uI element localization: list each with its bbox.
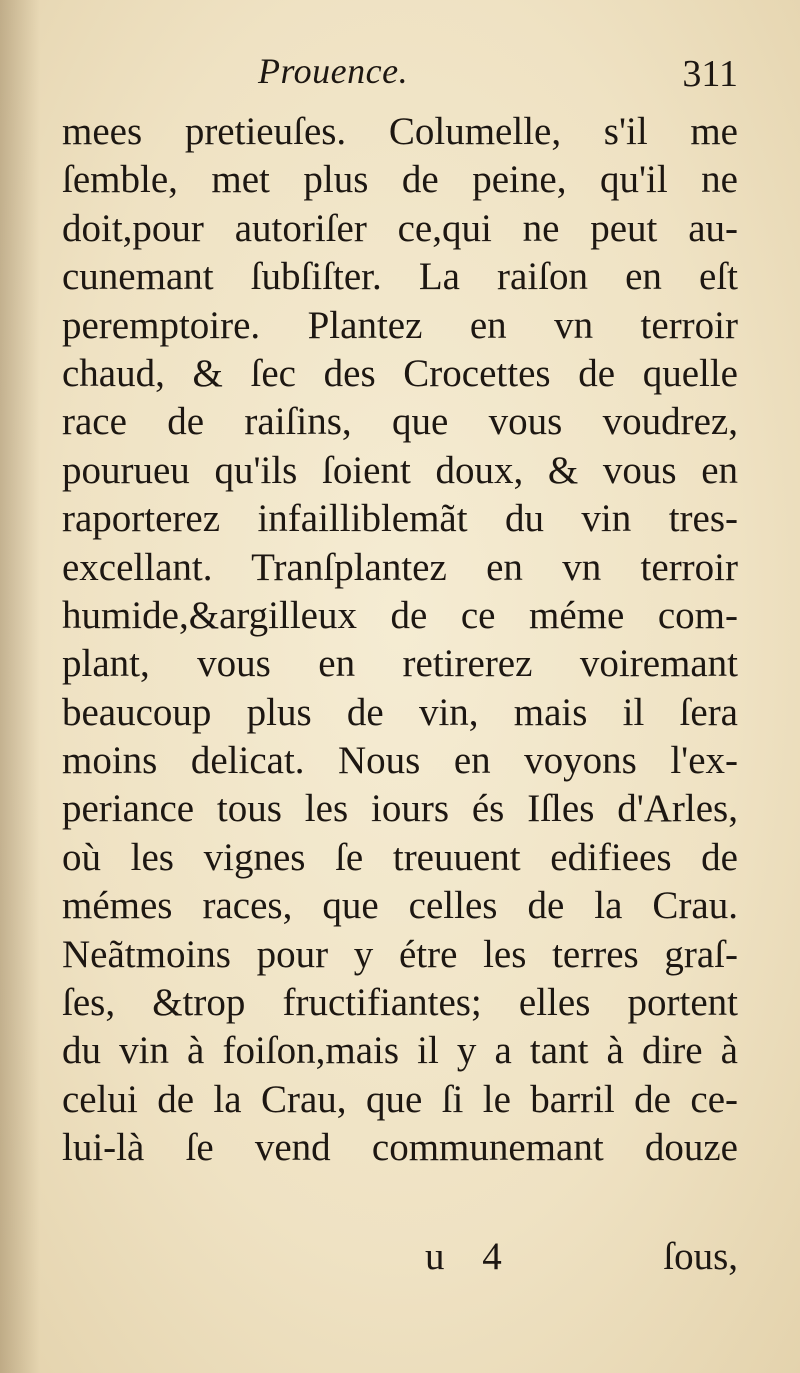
text-line: pourueu qu'ils ſoient doux, & vous en (62, 448, 738, 492)
body-text (62, 108, 738, 1173)
text-line: raporterez infailliblemãt du vin tres- (62, 497, 738, 541)
text-line: du vin à foiſon,mais il y a tant à dire à (62, 1029, 738, 1073)
text-line: excellant. Tranſplantez en vn terroir (62, 545, 738, 589)
text-line: periance tous les iours és Iſles d'Arles, (62, 787, 738, 831)
text-line: plant, vous en retirerez voiremant (62, 642, 738, 686)
binding-shadow (0, 0, 40, 1373)
text-line: humide,&argilleux de ce méme com- (62, 593, 738, 637)
text-line: celui de la Crau, que ſi le barril de ce- (62, 1077, 738, 1121)
text-line: race de raiſins, que vous voudrez, (62, 400, 738, 444)
text-line: cunemant ſubſiſter. La raiſon en eſt (62, 255, 738, 299)
text-line: lui-là ſe vend communemant douze (62, 1126, 738, 1170)
text-line: peremptoire. Plantez en vn terroir (62, 303, 738, 347)
text-line: Neãtmoins pour y étre les terres graſ- (62, 932, 738, 976)
text-line: mémes races, que celles de la Crau. (62, 884, 738, 928)
catchword: ſous, (663, 1235, 738, 1278)
page-footer (62, 1234, 738, 1284)
text-line: où les vignes ſe treuuent edifiees de (62, 835, 738, 879)
page-header (62, 50, 738, 110)
page-number: 311 (682, 53, 738, 95)
text-line: chaud, & ſec des Crocettes de quelle (62, 351, 738, 395)
signature-mark: u 4 (425, 1235, 516, 1278)
text-line: doit,pour autoriſer ce,qui ne peut au- (62, 206, 738, 250)
text-line: moins delicat. Nous en voyons l'ex- (62, 739, 738, 783)
text-line: ſes, &trop fructifiantes; elles portent (62, 981, 738, 1025)
text-line: beaucoup plus de vin, mais il ſera (62, 690, 738, 734)
text-line: ſemble, met plus de peine, qu'il ne (62, 158, 738, 202)
text-line: mees pretieuſes. Columelle, s'il me (62, 110, 738, 153)
running-head: Prouence. (258, 51, 409, 91)
